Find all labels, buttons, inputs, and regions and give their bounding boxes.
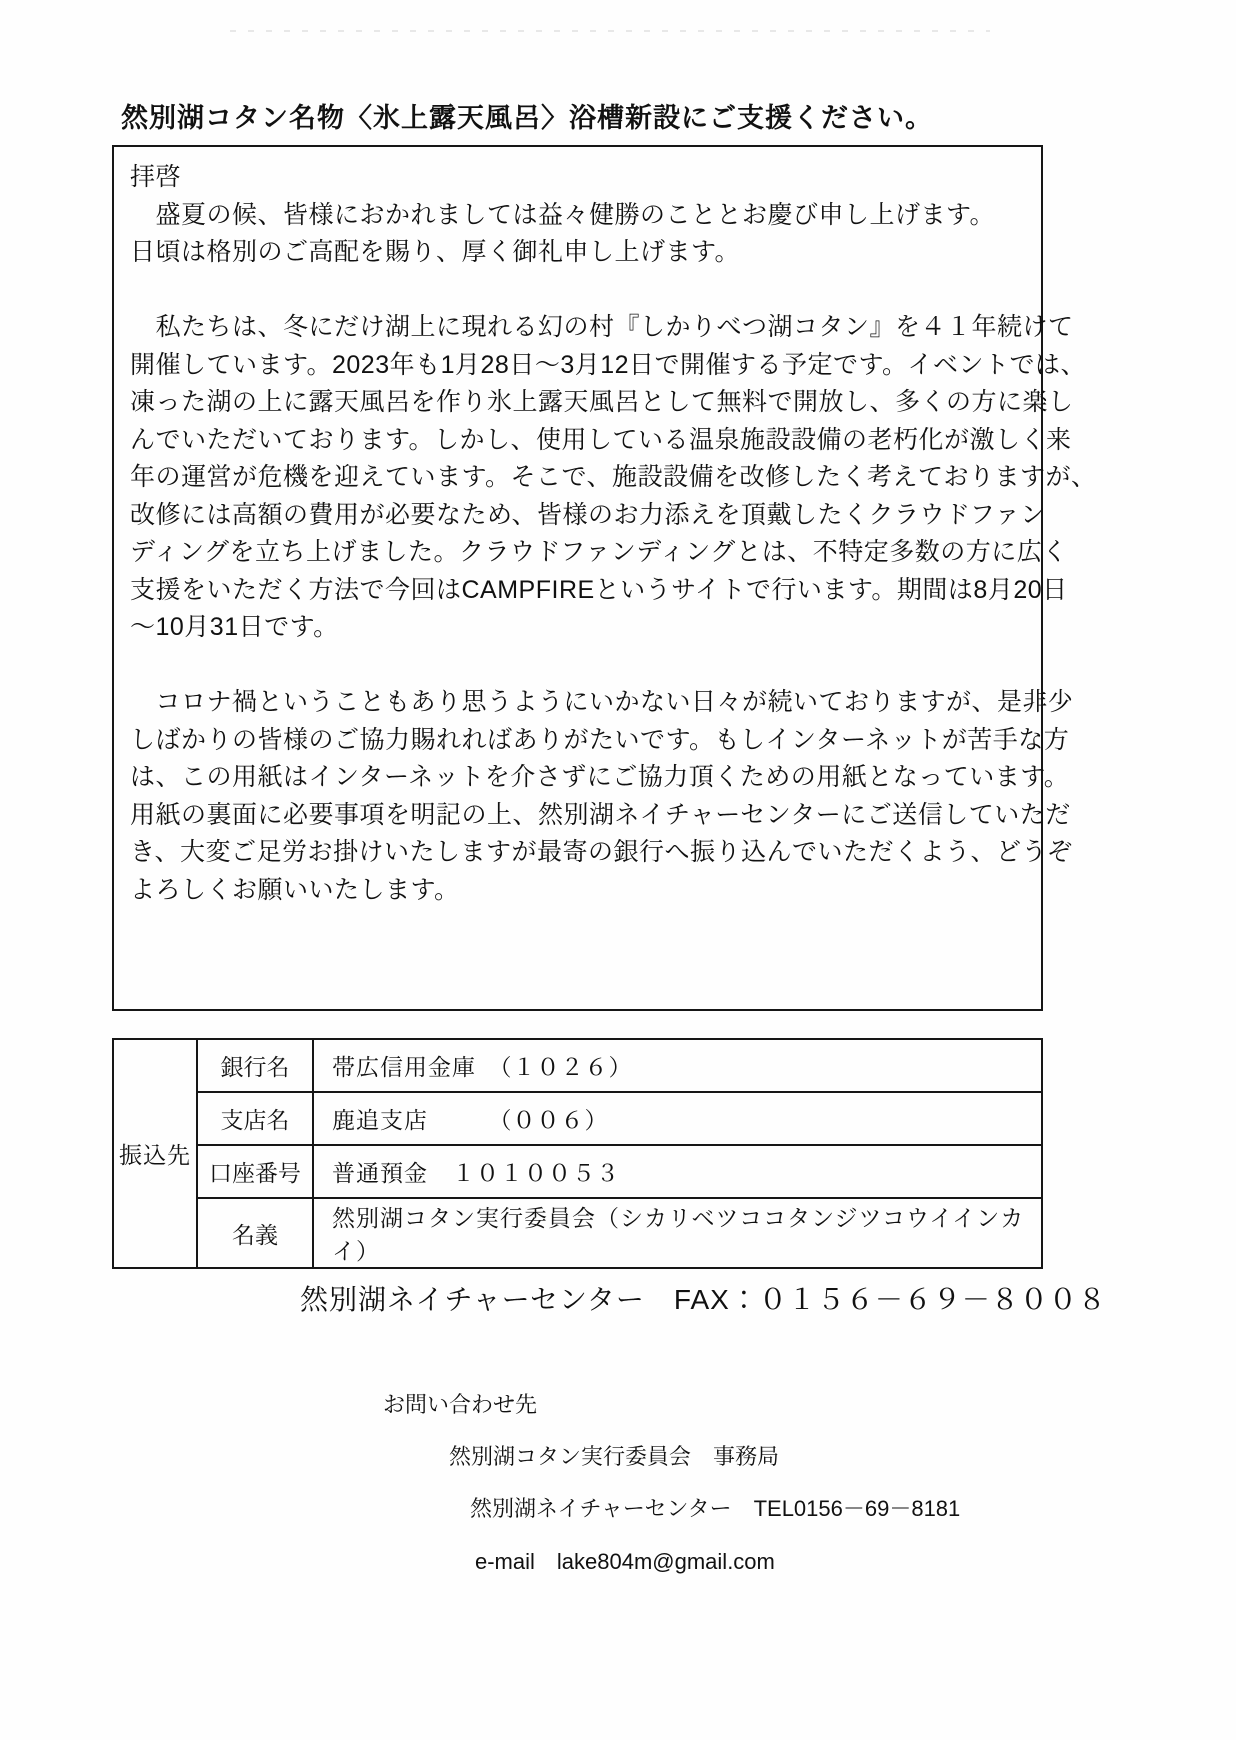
letter-line: しばかりの皆様のご協力賜れればありがたいです。もしインターネットが苦手な方 [130, 725, 1070, 754]
bank-transfer-table [112, 1038, 1043, 1269]
letter-body-box [112, 145, 1097, 1011]
letter-body [130, 159, 1097, 909]
letter-line: 私たちは、冬にだけ湖上に現れる幻の村『しかりべつ湖コタン』を４１年続けて [130, 313, 1074, 341]
letter-line: 開催しています。2023年も1月28日〜3月12日で開催する予定です。イベントでは、 [130, 350, 1087, 379]
letter-line: 拝啓 [130, 163, 182, 191]
letter-line: よろしくお願いいたします。 [130, 875, 460, 904]
letter-line: 日頃は格別のご高配を賜り、厚く御礼申し上げます。 [130, 238, 741, 266]
account-number-label: 口座番号 [197, 1145, 313, 1198]
contact-organization: 然別湖コタン実行委員会 事務局 [449, 1444, 780, 1469]
table-row [113, 1092, 1042, 1145]
transfer-destination-header: 振込先 [113, 1039, 197, 1268]
letter-line: 改修には高額の費用が必要なため、皆様のお力添えを頂戴したくクラウドファン [130, 500, 1046, 529]
letter-line [130, 647, 1025, 685]
contact-heading: お問い合わせ先 [383, 1392, 538, 1417]
bank-name-value: 帯広信用金庫 （１０２６） [313, 1039, 1042, 1092]
letter-line [130, 272, 1025, 310]
page-title: 然別湖コタン名物〈氷上露天風呂〉浴槽新設にご支援ください。 [121, 103, 933, 133]
contact-telephone-line: 然別湖ネイチャーセンター TEL0156－69－8181 [470, 1496, 961, 1521]
bank-name-label: 銀行名 [197, 1039, 313, 1092]
table-row [113, 1145, 1042, 1198]
account-holder-value: 然別湖コタン実行委員会（シカリベツココタンジツコウイインカイ） [313, 1198, 1042, 1268]
letter-line: は、この用紙はインターネットを介さずにご協力頂くための用紙となっています。 [130, 763, 1070, 791]
letter-line: 支援をいただく方法で今回はCAMPFIREというサイトで行います。期間は8月20日 [130, 575, 1068, 604]
account-holder-label: 名義 [197, 1198, 313, 1268]
letter-line: ディングを立ち上げました。クラウドファンディングとは、不特定多数の方に広く [130, 538, 1068, 566]
letter-line: 〜10月31日です。 [130, 613, 339, 641]
branch-name-label: 支店名 [197, 1092, 313, 1145]
letter-line: き、大変ご足労お掛けいたしますが最寄の銀行へ振り込んでいただくよう、どうぞ [130, 838, 1073, 866]
contact-email-line: e-mail lake804m@gmail.com [475, 1549, 775, 1574]
table-row [113, 1039, 1042, 1092]
branch-name-value: 鹿追支店 （００６） [313, 1092, 1042, 1145]
scan-artifact-line [230, 30, 990, 32]
letter-line: 凍った湖の上に露天風呂を作り氷上露天風呂として無料で開放し、多くの方に楽し [130, 388, 1074, 416]
letter-line: 年の運営が危機を迎えています。そこで、施設設備を改修したく考えておりますが、 [130, 463, 1097, 491]
letter-line: コロナ禍ということもあり思うようにいかない日々が続いておりますが、是非少 [130, 688, 1074, 716]
letter-line: 用紙の裏面に必要事項を明記の上、然別湖ネイチャーセンターにご送信していただ [130, 800, 1071, 829]
fax-contact-line: 然別湖ネイチャーセンター FAX：０１５６－６９－８００８ [300, 1284, 1107, 1315]
table-row [113, 1198, 1042, 1268]
letter-line: んでいただいております。しかし、使用している温泉施設設備の老朽化が激しく来 [130, 425, 1072, 454]
letter-line: 盛夏の候、皆様におかれましては益々健勝のこととお慶び申し上げます。 [130, 200, 996, 229]
account-number-value: 普通預金 １０１００５３ [313, 1145, 1042, 1198]
